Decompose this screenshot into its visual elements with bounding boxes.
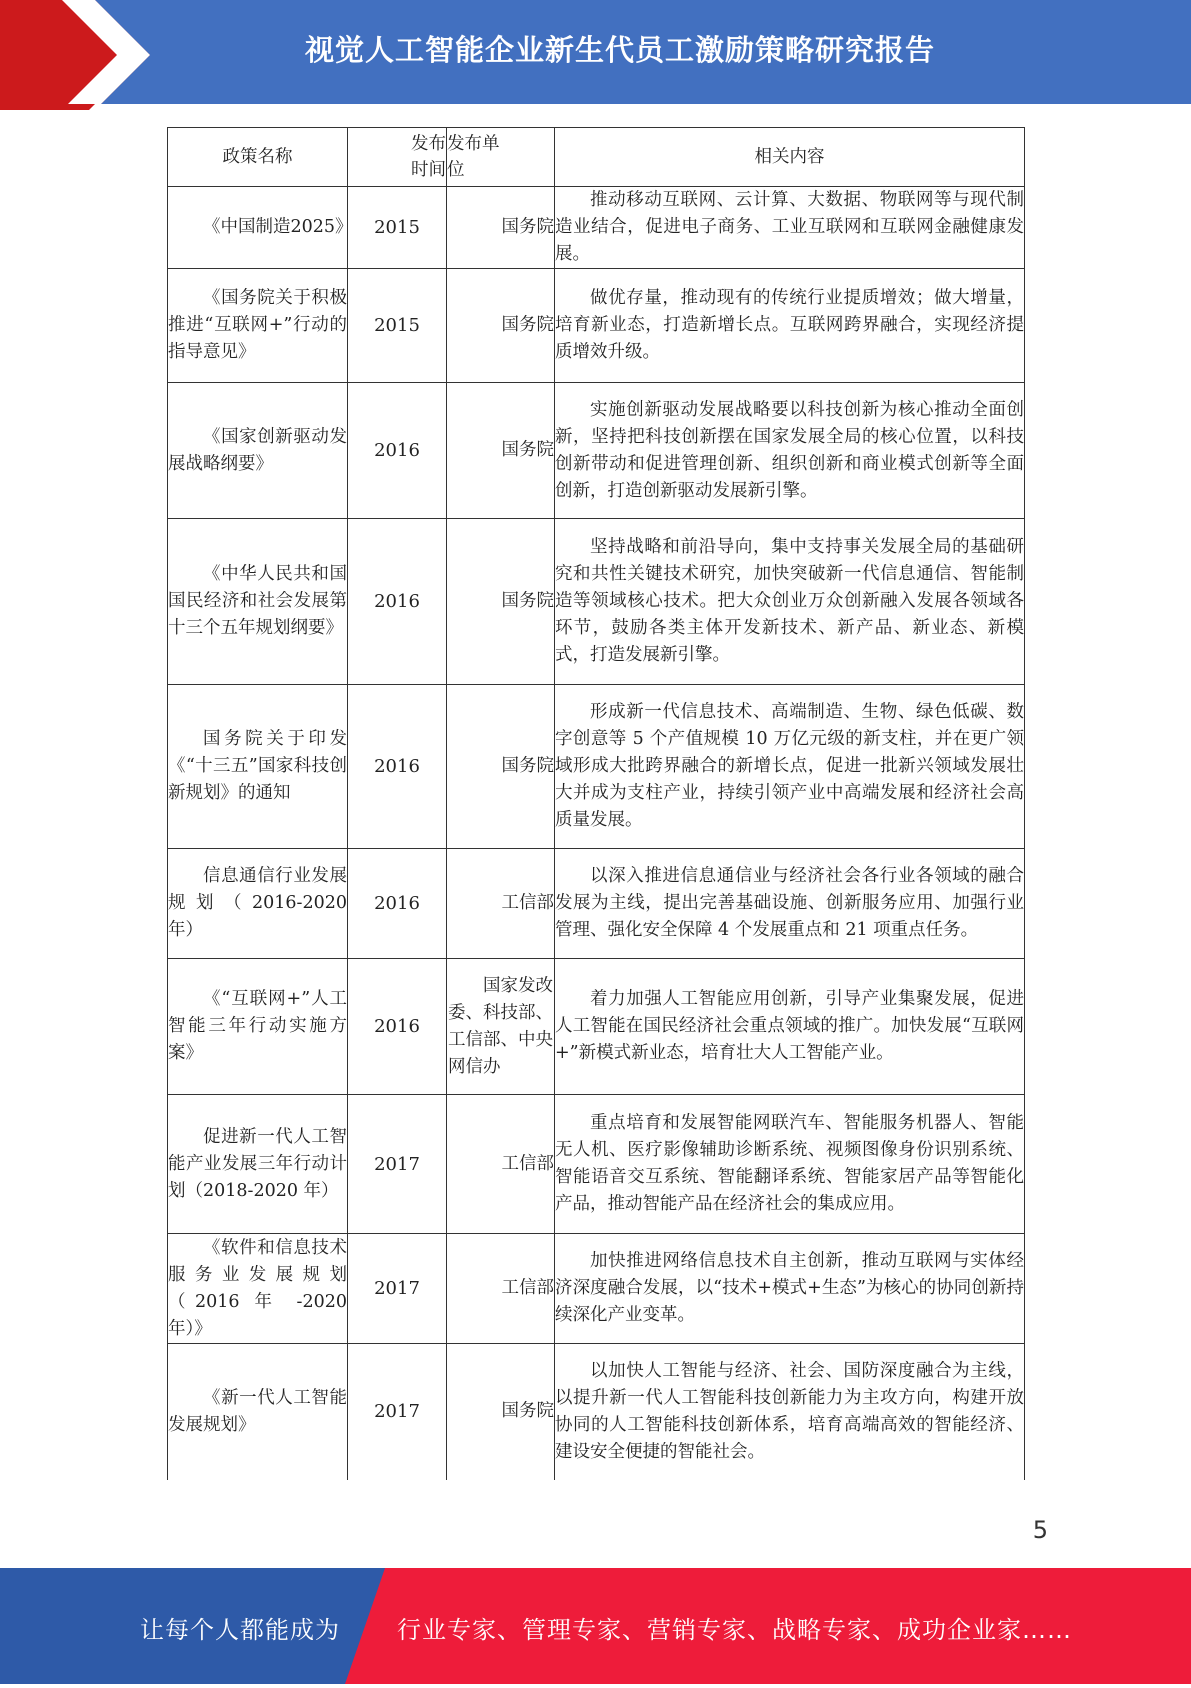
table-row [168,1344,1025,1480]
table-row [168,959,1025,1095]
policy-unit: 国务院 [447,1344,555,1480]
policy-unit: 国家发改委、科技部、工信部、中央网信办 [447,959,555,1095]
table-row [168,685,1025,849]
policy-name: 《国务院关于积极推进“互联网+”行动的指导意见》 [168,269,348,383]
policy-name: 《中华人民共和国国民经济和社会发展第十三个五年规划纲要》 [168,519,348,685]
policy-year: 2016 [348,849,447,959]
policy-content: 推动移动互联网、云计算、大数据、物联网等与现代制造业结合，促进电子商务、工业互联网和互联网金融健康发展。 [555,187,1025,269]
table-row [168,1234,1025,1344]
policy-unit: 国务院 [447,269,555,383]
policy-year: 2016 [348,685,447,849]
policy-unit: 工信部 [447,1234,555,1344]
policy-name: 国务院关于印发《“十三五”国家科技创新规划》的通知 [168,685,348,849]
policy-content: 加快推进网络信息技术自主创新，推动互联网与实体经济深度融合发展，以“技术+模式+生态”为核心的协同创新持续深化产业变革。 [555,1234,1025,1344]
footer-slogan-left: 让每个人都能成为 [140,1616,340,1644]
policy-unit: 国务院 [447,383,555,519]
policy-year: 2016 [348,383,447,519]
policy-content: 以深入推进信息通信业与经济社会各行业各领域的融合发展为主线，提出完善基础设施、创新服务应用、加强行业管理、强化安全保障 4 个发展重点和 21 项重点任务。 [555,849,1025,959]
policy-content: 形成新一代信息技术、高端制造、生物、绿色低碳、数字创意等 5 个产值规模 10 万亿元级的新支柱，并在更广领域形成大批跨界融合的新增长点，促进一批新兴领域发展壮大并成为支柱产业，持续引领产业中高端发展和经济社会高质量发展。 [555,685,1025,849]
policy-name: 《中国制造2025》 [168,187,348,269]
policy-content: 做优存量，推动现有的传统行业提质增效；做大增量，培育新业态，打造新增长点。互联网跨界融合，实现经济提质增效升级。 [555,269,1025,383]
policy-year: 2015 [348,269,447,383]
policy-table [167,127,1025,1480]
policy-year: 2017 [348,1095,447,1234]
page-number: 5 [1032,1516,1048,1544]
policy-name: 《“互联网+”人工智能三年行动实施方案》 [168,959,348,1095]
column-header-name: 政策名称 [168,128,348,187]
policy-year: 2017 [348,1234,447,1344]
policy-name: 《新一代人工智能发展规划》 [168,1344,348,1480]
table-row [168,383,1025,519]
policy-content: 实施创新驱动发展战略要以科技创新为核心推动全面创新，坚持把科技创新摆在国家发展全局的核心位置，以科技创新带动和促进管理创新、组织创新和商业模式创新等全面创新，打造创新驱动发展新引擎。 [555,383,1025,519]
policy-content: 重点培育和发展智能网联汽车、智能服务机器人、智能无人机、医疗影像辅助诊断系统、视频图像身份识别系统、智能语音交互系统、智能翻译系统、智能家居产品等智能化产品，推动智能产品在经济社会的集成应用。 [555,1095,1025,1234]
table-row [168,1095,1025,1234]
table-row [168,187,1025,269]
policy-year: 2015 [348,187,447,269]
table-row [168,519,1025,685]
policy-name: 促进新一代人工智能产业发展三年行动计划（2018-2020 年） [168,1095,348,1234]
policy-content: 坚持战略和前沿导向，集中支持事关发展全局的基础研究和共性关键技术研究，加快突破新一代信息通信、智能制造等领域核心技术。把大众创业万众创新融入发展各领域各环节，鼓励各类主体开发新技术、新产品、新业态、新模式，打造发展新引擎。 [555,519,1025,685]
policy-unit: 国务院 [447,187,555,269]
table-row [168,849,1025,959]
column-header-content: 相关内容 [555,128,1025,187]
table-row [168,269,1025,383]
policy-year: 2016 [348,519,447,685]
policy-name: 《软件和信息技术服务业发展规划（2016 年 -2020 年）》 [168,1234,348,1344]
policy-year: 2016 [348,959,447,1095]
policy-content: 以加快人工智能与经济、社会、国防深度融合为主线，以提升新一代人工智能科技创新能力为主攻方向，构建开放协同的人工智能科技创新体系，培育高端高效的智能经济、建设安全便捷的智能社会。 [555,1344,1025,1480]
policy-unit: 国务院 [447,519,555,685]
policy-year: 2017 [348,1344,447,1480]
column-header-year: 发布 时间 [348,128,447,187]
policy-unit: 工信部 [447,1095,555,1234]
report-title: 视觉人工智能企业新生代员工激励策略研究报告 [304,33,935,67]
policy-name: 信息通信行业发展规划（2016-2020 年） [168,849,348,959]
column-header-unit: 发布单 位 [447,128,555,187]
table-header-row [168,128,1025,187]
policy-unit: 国务院 [447,685,555,849]
footer-slogan-right: 行业专家、管理专家、营销专家、战略专家、成功企业家…… [397,1616,1072,1644]
policy-unit: 工信部 [447,849,555,959]
policy-content: 着力加强人工智能应用创新，引导产业集聚发展，促进人工智能在国民经济社会重点领域的推广。加快发展“互联网+”新模式新业态，培育壮大人工智能产业。 [555,959,1025,1095]
page-header [0,0,1191,110]
policy-table-container [167,127,1024,1480]
policy-name: 《国家创新驱动发展战略纲要》 [168,383,348,519]
